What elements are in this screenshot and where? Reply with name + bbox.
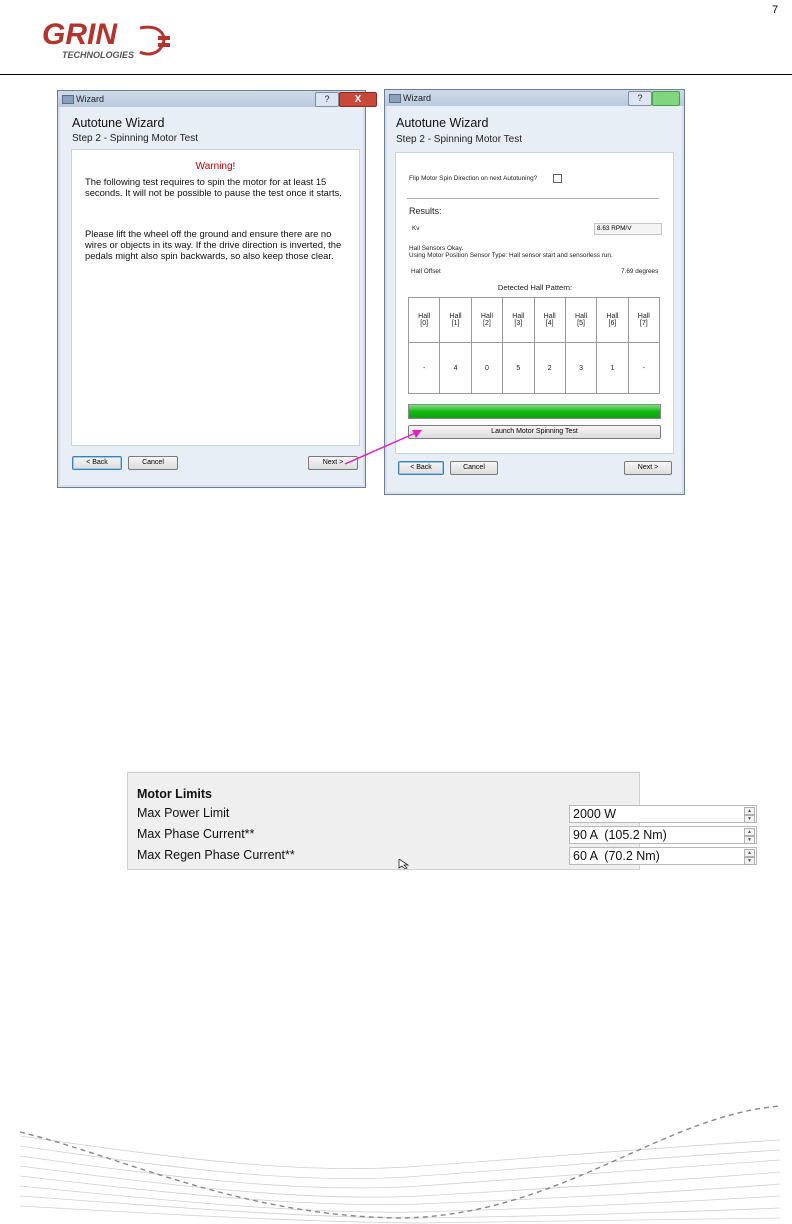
- wizard-title: Autotune Wizard: [72, 116, 165, 130]
- max-power-label: Max Power Limit: [137, 806, 230, 820]
- right-window-title: Wizard: [403, 93, 432, 103]
- warning-paragraph-1: The following test requires to spin the motor for at least 15 seconds. It will not be possible to pause the test once it starts.: [85, 176, 342, 198]
- wizard-step: Step 2 - Spinning Motor Test: [396, 134, 522, 145]
- hall-value-cell: 3: [565, 343, 596, 394]
- max-phase-current-value: 90 A (105.2 Nm): [573, 828, 667, 842]
- max-phase-current-input[interactable]: [569, 826, 757, 844]
- help-button[interactable]: ?: [628, 91, 652, 106]
- flip-direction-checkbox[interactable]: [553, 174, 562, 183]
- warning-paragraph-2: Please lift the wheel off the ground and ensure there are no wires or objects in its way. If the drive direction is inverted, the pedals might also spin backwards, so also keep those clear.: [85, 228, 342, 261]
- hall-value-row: [409, 343, 660, 394]
- left-content-panel: [71, 149, 360, 446]
- hall-header-text: Hall [5]: [575, 313, 588, 327]
- spin-up-icon[interactable]: ▲: [744, 807, 755, 815]
- max-regen-current-input[interactable]: [569, 847, 757, 865]
- hall-header-cell: [503, 298, 534, 343]
- back-button[interactable]: < Back: [72, 456, 122, 470]
- hall-value-cell: -: [409, 343, 440, 394]
- hall-value-cell: 1: [597, 343, 628, 394]
- cancel-button[interactable]: Cancel: [450, 461, 498, 475]
- window-icon: [389, 94, 401, 103]
- results-heading: Results:: [409, 206, 442, 216]
- hall-pattern-table: [408, 297, 660, 394]
- motor-limits-heading: Motor Limits: [137, 787, 212, 801]
- launch-motor-test-button[interactable]: Launch Motor Spinning Test: [408, 425, 661, 439]
- header-divider: [0, 74, 792, 75]
- logo-sub-text: TECHNOLOGIES: [62, 50, 135, 60]
- hall-offset-value: 7.69 degrees: [621, 268, 659, 275]
- max-regen-current-value: 60 A (70.2 Nm): [573, 849, 660, 863]
- hall-value-cell: 5: [503, 343, 534, 394]
- divider: [407, 198, 659, 199]
- hall-header-text: Hall [3]: [512, 313, 525, 327]
- left-wizard-dialog: [57, 90, 366, 488]
- max-regen-current-label: Max Regen Phase Current**: [137, 848, 295, 862]
- wizard-title: Autotune Wizard: [396, 116, 489, 130]
- hall-header-text: Hall [6]: [606, 313, 619, 327]
- hall-header-cell: [628, 298, 659, 343]
- page-number: 7: [772, 4, 779, 16]
- spin-down-icon[interactable]: ▼: [744, 815, 755, 823]
- pointer-arrow: [340, 424, 430, 469]
- spin-down-icon[interactable]: ▼: [744, 836, 755, 844]
- hall-offset-label: Hall Offset: [411, 268, 441, 275]
- flip-direction-label: Flip Motor Spin Direction on next Autotuning?: [409, 175, 538, 182]
- hall-header-text: Hall [0]: [418, 313, 431, 327]
- window-icon: [62, 95, 74, 104]
- cancel-button[interactable]: Cancel: [128, 456, 178, 470]
- status-line-1: Hall Sensors Okay.: [409, 245, 464, 252]
- hall-header-cell: [471, 298, 502, 343]
- status-line-2: Using Motor Position Sensor Type: Hall sensor start and sensorless run.: [409, 252, 613, 259]
- hall-header-cell: [440, 298, 471, 343]
- next-button[interactable]: Next >: [624, 461, 672, 475]
- max-phase-current-label: Max Phase Current**: [137, 827, 255, 841]
- kv-label: Kv: [412, 225, 420, 232]
- hall-header-text: Hall [7]: [637, 313, 650, 327]
- logo-brand-text: GRIN: [42, 18, 117, 51]
- hall-header-text: Hall [4]: [543, 313, 556, 327]
- spin-up-icon[interactable]: ▲: [744, 849, 755, 857]
- wizard-step: Step 2 - Spinning Motor Test: [72, 133, 198, 144]
- hall-header-cell: [534, 298, 565, 343]
- left-titlebar: [58, 91, 365, 107]
- back-button[interactable]: < Back: [398, 461, 444, 475]
- help-button[interactable]: ?: [315, 92, 339, 107]
- hall-value-cell: 0: [471, 343, 502, 394]
- right-titlebar: [385, 90, 684, 106]
- max-power-value: 2000 W: [573, 807, 617, 821]
- spinner[interactable]: [744, 849, 755, 863]
- hall-header-text: Hall [1]: [449, 313, 462, 327]
- kv-value-field: 8.63 RPM/V: [594, 223, 662, 235]
- warning-title: Warning!: [195, 161, 236, 172]
- left-window-title: Wizard: [76, 94, 105, 104]
- hall-header-cell: [409, 298, 440, 343]
- next-button[interactable]: Next >: [308, 456, 358, 470]
- spinner[interactable]: [744, 807, 755, 821]
- motor-limits-panel: [127, 772, 752, 870]
- hall-value-cell: -: [628, 343, 659, 394]
- spin-up-icon[interactable]: ▲: [744, 828, 755, 836]
- spin-down-icon[interactable]: ▼: [744, 857, 755, 865]
- hall-header-cell: [597, 298, 628, 343]
- grin-logo: [40, 14, 190, 66]
- hall-header-row: [409, 298, 660, 343]
- progress-bar: [408, 404, 661, 419]
- close-button[interactable]: X: [339, 92, 377, 107]
- footer-wave-art: [0, 1096, 792, 1224]
- hall-header-text: Hall [2]: [480, 313, 493, 327]
- pattern-heading: Detected Hall Pattern:: [497, 283, 573, 292]
- spinner[interactable]: [744, 828, 755, 842]
- hall-value-cell: 4: [440, 343, 471, 394]
- max-power-input[interactable]: [569, 805, 757, 823]
- mouse-cursor-icon: [398, 859, 410, 869]
- close-button[interactable]: [652, 91, 680, 106]
- hall-header-cell: [565, 298, 596, 343]
- hall-value-cell: 2: [534, 343, 565, 394]
